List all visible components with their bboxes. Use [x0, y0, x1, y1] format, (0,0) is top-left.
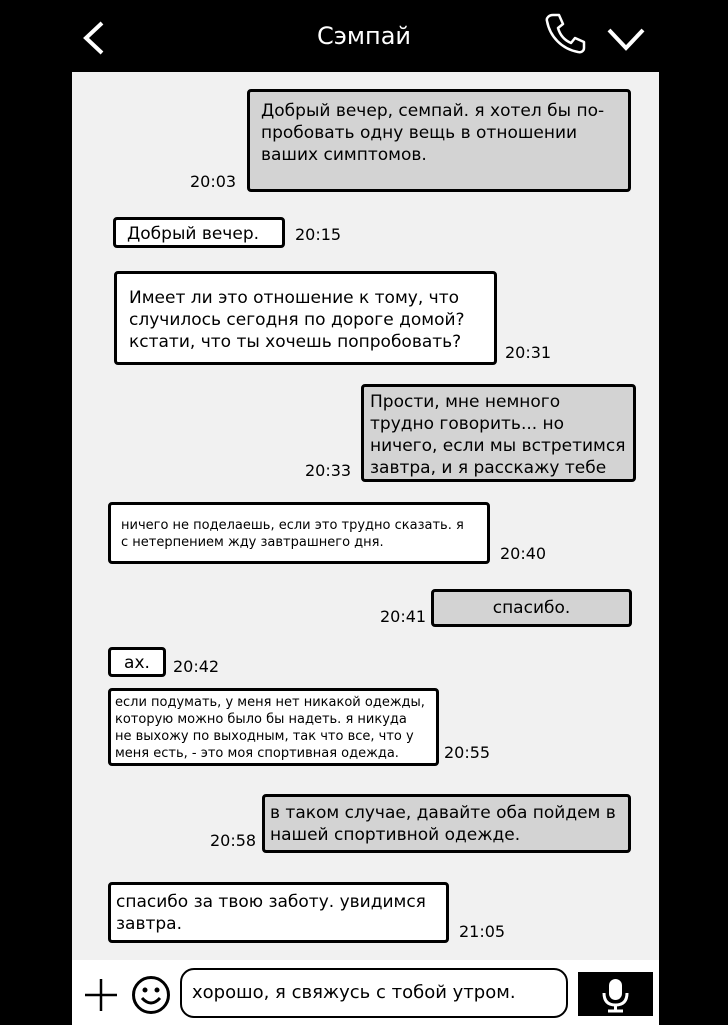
message-input[interactable]: хорошо, я свяжусь с тобой утром. — [180, 968, 568, 1018]
message-bubble-outgoing[interactable]: спасибо. — [431, 589, 632, 627]
message-time: 20:58 — [210, 831, 257, 850]
smiley-icon[interactable] — [131, 975, 171, 1015]
message-time: 20:33 — [305, 461, 352, 480]
chat-title: Сэмпай — [316, 22, 412, 50]
message-bubble-incoming[interactable]: ах. — [108, 647, 166, 677]
chat-header — [0, 0, 728, 72]
message-bubble-incoming[interactable]: спасибо за твою заботу. увидимся завтра. — [108, 882, 449, 943]
message-time: 20:42 — [173, 657, 220, 676]
phone-icon[interactable] — [544, 12, 586, 54]
plus-icon[interactable] — [84, 978, 118, 1012]
message-time: 20:03 — [190, 172, 237, 191]
message-bubble-outgoing[interactable]: Прости, мне немного трудно говорить... но ничего, если мы встретимся завтра, и я расскажу тебе — [361, 384, 636, 482]
message-time: 20:41 — [380, 607, 427, 626]
message-time: 20:55 — [444, 743, 491, 762]
message-bubble-incoming[interactable]: Добрый вечер. — [113, 217, 285, 248]
message-bubble-outgoing[interactable]: в таком случае, давайте оба пойдем в нашей спортивной одежде. — [262, 794, 631, 853]
message-time: 20:31 — [505, 343, 552, 362]
message-time: 20:15 — [295, 225, 342, 244]
send-voice-button[interactable] — [578, 972, 653, 1016]
message-bubble-outgoing[interactable]: Добрый вечер, семпай. я хотел бы по- пробовать одну вещь в отношении ваших симптомов. — [247, 89, 631, 192]
chevron-down-icon[interactable] — [606, 26, 646, 52]
message-time: 20:40 — [500, 544, 547, 563]
message-bubble-incoming[interactable]: ничего не поделаешь, если это трудно сказать. я с нетерпением жду завтрашнего дня. — [108, 502, 490, 564]
microphone-icon — [578, 972, 653, 1016]
message-bubble-incoming[interactable]: если подумать, у меня нет никакой одежды, которую можно было бы надеть. я никуда не выхожу по выходным, так что все, что у меня есть, - это моя спортивная одежда. — [108, 688, 439, 766]
message-bubble-incoming[interactable]: Имеет ли это отношение к тому, что случилось сегодня по дороге домой? кстати, что ты хочешь попробовать? — [114, 271, 497, 365]
message-time: 21:05 — [459, 922, 506, 941]
